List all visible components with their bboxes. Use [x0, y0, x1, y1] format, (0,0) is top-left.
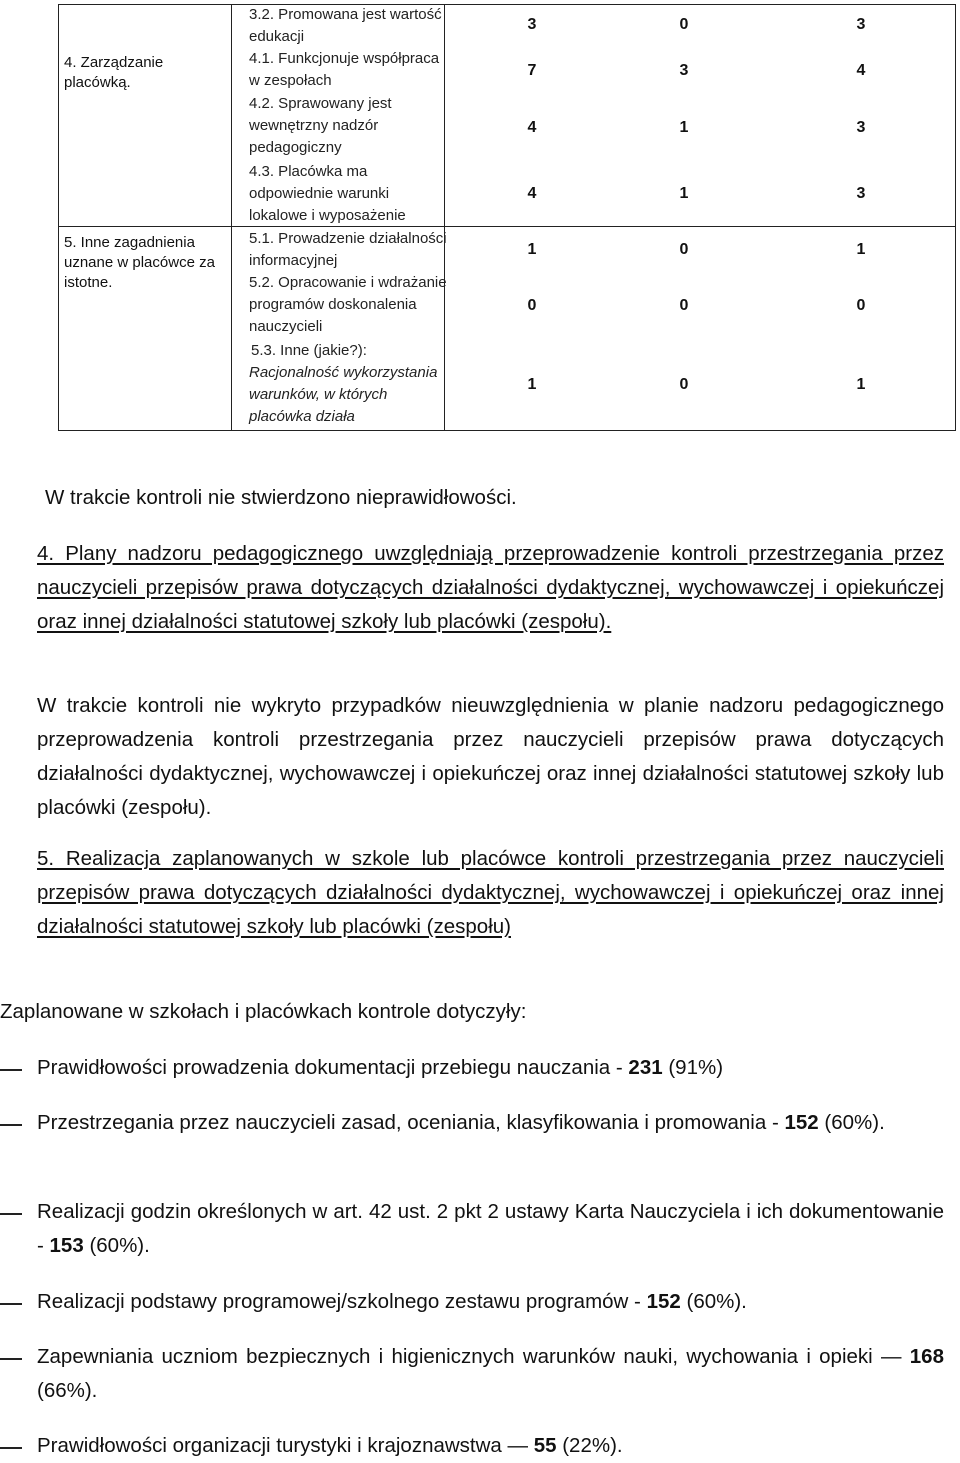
subcategory-label: 4.2. Sprawowany jest wewnętrzny nadzór pedagogiczny: [249, 95, 392, 156]
value: 4: [856, 62, 866, 79]
value: 1: [679, 119, 689, 136]
value: 4: [527, 119, 537, 136]
category-label: 5. Inne zagadnienia uznane w placówce za istotne.: [64, 234, 215, 291]
subcategory-label: 5.2. Opracowanie i wdrażanie programów doskonalenia nauczycieli: [249, 274, 447, 335]
list-item: Realizacji godzin określonych w art. 42 ust. 2 pkt 2 ustawy Karta Nauczyciela i ich dokumentowanie - 153 (60%).: [37, 1200, 944, 1257]
value: 1: [856, 376, 866, 393]
subcategory-label: 4.3. Placówka ma odpowiednie warunki lokalowe i wyposażenie: [249, 163, 406, 224]
value: 0: [679, 241, 689, 258]
value: 1: [856, 241, 866, 258]
value: 0: [679, 297, 689, 314]
list-dash-icon: [0, 1124, 22, 1126]
section-5-intro: Zaplanowane w szkołach i placówkach kontrole dotyczyły:: [0, 1000, 527, 1023]
value: 4: [527, 185, 537, 202]
table-note: W trakcie kontroli nie stwierdzono nieprawidłowości.: [45, 486, 517, 509]
value: 7: [527, 62, 537, 79]
value: 1: [679, 185, 689, 202]
list-item: Zapewniania uczniom bezpiecznych i higienicznych warunków nauki, wychowania i opieki — 168 (66%).: [37, 1345, 944, 1402]
section-4-body: W trakcie kontroli nie wykryto przypadków nieuwzględnienia w planie nadzoru pedagogicznego przeprowadzenia kontroli przestrzegania przez nauczycieli przepisów prawa dotyczących działalności dydaktycznej, wychowawczej i opiekuńczej oraz innej działalności statutowej szkoły lub placówki (zespołu).: [37, 694, 944, 819]
subcategory-label: Racjonalność wykorzystania warunków, w których placówka działa: [249, 364, 438, 425]
value: 0: [527, 297, 537, 314]
list-item: Realizacji podstawy programowej/szkolnego zestawu programów - 152 (60%).: [37, 1290, 747, 1313]
category-label: 4. Zarządzanie placówką.: [64, 54, 164, 91]
subcategory-label-head: 5.3. Inne (jakie?):: [251, 342, 367, 359]
subcategory-label: 3.2. Promowana jest wartość edukacji: [249, 6, 442, 45]
subcategory-label: 4.1. Funkcjonuje współpraca w zespołach: [249, 50, 440, 89]
value: 0: [679, 376, 689, 393]
subcategory-label: 5.1. Prowadzenie działalności informacyjnej: [249, 230, 447, 269]
list-item: Prawidłowości organizacji turystyki i krajoznawstwa — 55 (22%).: [37, 1434, 623, 1457]
value: 3: [527, 16, 537, 33]
list-dash-icon: [0, 1303, 22, 1305]
section-5-heading: 5. Realizacja zaplanowanych w szkole lub placówce kontroli przestrzegania przez nauczycieli przepisów prawa dotyczących działalności dydaktycznej, wychowawczej i opiekuńczej oraz innej działalności statutowej szkoły lub placówki (zespołu): [37, 847, 944, 938]
list-item: Przestrzegania przez nauczycieli zasad, oceniania, klasyfikowania i promowania - 152 (60%).: [37, 1111, 885, 1134]
value: 0: [679, 16, 689, 33]
value: 3: [856, 119, 866, 136]
section-4-heading: 4. Plany nadzoru pedagogicznego uwzględniają przeprowadzenie kontroli przestrzegania przez nauczycieli przepisów prawa dotyczących działalności dydaktycznej, wychowawczej i opiekuńczej oraz innej działalności statutowej szkoły lub placówki (zespołu).: [37, 542, 944, 633]
list-dash-icon: [0, 1213, 22, 1215]
value: 3: [856, 16, 866, 33]
value: 1: [527, 241, 537, 258]
value: 0: [856, 297, 866, 314]
category-cell: [59, 5, 232, 227]
list-dash-icon: [0, 1447, 22, 1449]
list-dash-icon: [0, 1069, 22, 1071]
value: 3: [679, 62, 689, 79]
value: 1: [527, 376, 537, 393]
value: 3: [856, 185, 866, 202]
list-item: Prawidłowości prowadzenia dokumentacji przebiegu nauczania - 231 (91%): [37, 1056, 724, 1079]
list-dash-icon: [0, 1358, 22, 1360]
